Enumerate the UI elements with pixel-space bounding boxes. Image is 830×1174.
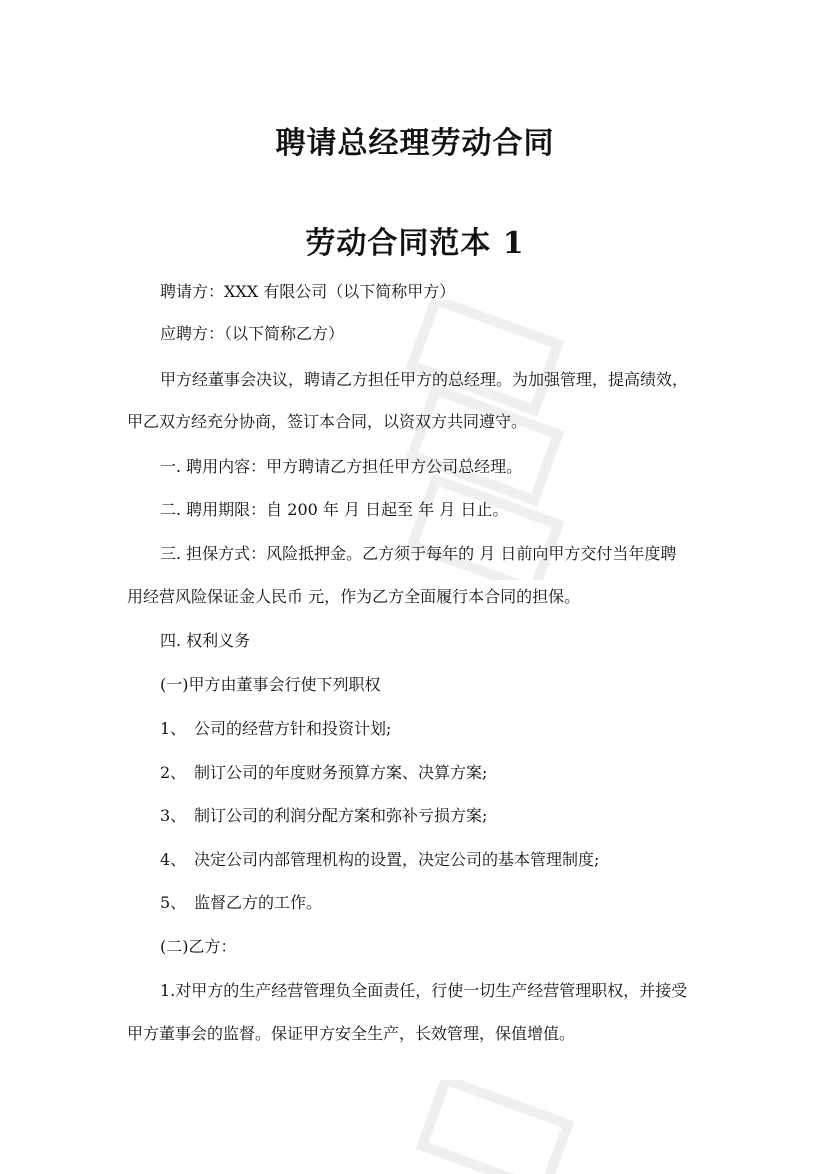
document-title: 聘请总经理劳动合同: [275, 126, 555, 161]
document-subtitle: 劳动合同范本 1: [305, 226, 525, 261]
list-item-number: 4、: [160, 850, 187, 869]
list-item-number: 5、: [160, 893, 187, 912]
list-item-text: 制订公司的年度财务预算方案、决算方案;: [194, 763, 488, 782]
watermark-logo: [400, 300, 570, 580]
clause-2: 二. 聘用期限：自 200 年 月 日起至 年 月 日止。: [160, 500, 509, 519]
list-item: [160, 893, 322, 913]
list-item: [160, 719, 391, 739]
list-item-text: 公司的经营方针和投资计划;: [194, 719, 392, 738]
party-b-heading: (二)乙方：: [160, 937, 237, 956]
list-item-text: 制订公司的利润分配方案和弥补亏损方案;: [194, 806, 488, 825]
hiree-line: 应聘方：（以下简称乙方）: [160, 324, 345, 343]
watermark-logo-bottom: [410, 1080, 580, 1174]
hirer-line: 聘请方：XXX 有限公司（以下简称甲方）: [160, 282, 456, 301]
party-b-item-1-line-1: 1.对甲方的生产经营管理负全面责任，行使一切生产经营管理职权，并接受: [160, 981, 688, 1000]
clause-4: 四. 权利义务: [160, 631, 251, 650]
list-item: [160, 850, 599, 870]
list-item-text: 决定公司内部管理机构的设置，决定公司的基本管理制度;: [194, 850, 600, 869]
intro-line-2: 甲乙双方经充分协商，签订本合同，以资双方共同遵守。: [127, 412, 528, 431]
list-item-number: 2、: [160, 763, 187, 782]
clause-3-line-1: 三. 担保方式：风险抵押金。乙方须于每年的 月 日前向甲方交付当年度聘: [160, 544, 677, 563]
list-item-number: 3、: [160, 806, 187, 825]
list-item: [160, 806, 487, 826]
clause-1: 一. 聘用内容：甲方聘请乙方担任甲方公司总经理。: [160, 457, 523, 476]
list-item-number: 1、: [160, 719, 187, 738]
clause-3-line-2: 用经营风险保证金人民币 元，作为乙方全面履行本合同的担保。: [127, 587, 581, 606]
party-a-heading: (一)甲方由董事会行使下列职权: [160, 675, 381, 694]
list-item-text: 监督乙方的工作。: [194, 893, 323, 912]
list-item: [160, 763, 487, 783]
intro-line-1: 甲方经董事会决议，聘请乙方担任甲方的总经理。为加强管理，提高绩效，: [160, 370, 689, 389]
party-b-item-1-line-2: 甲方董事会的监督。保证甲方安全生产，长效管理，保值增值。: [127, 1024, 576, 1043]
